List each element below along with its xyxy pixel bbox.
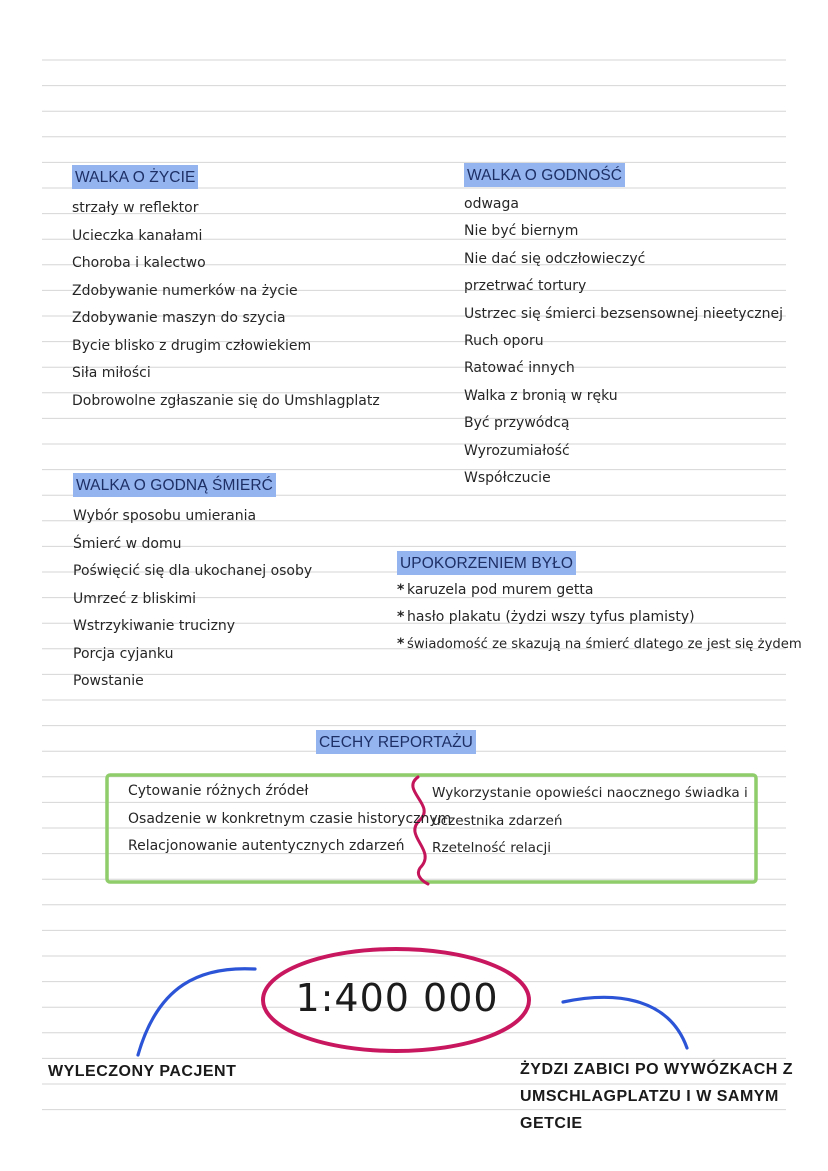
list-item: * świadomość ze skazują na śmierć dlatego ze jest się żydem (397, 631, 802, 659)
heading-upokorzeniem-bylo: UPOKORZENIEM BYŁO (397, 551, 576, 575)
list-item: przetrwać tortury (464, 278, 587, 295)
list-item: Relacjonowanie autentycznych zdarzeń (128, 838, 405, 854)
list-item: Umrzeć z bliskimi (73, 590, 197, 607)
list-item: strzały w reflektor (72, 200, 199, 216)
list-item: Być przywódcą (464, 415, 570, 432)
list-item: Choroba i kalectwo (72, 255, 206, 271)
list-item: * karuzela pod murem getta (397, 577, 802, 604)
list-item: Powstanie (73, 673, 144, 689)
list-item: Wykorzystanie opowieści naocznego świadka i (432, 785, 748, 801)
list-item: Walka z bronią w ręku (464, 387, 618, 404)
list-item: Poświęcić się dla ukochanej osoby (73, 563, 313, 579)
heading-walka-o-godna-smierc: WALKA O GODNĄ ŚMIERĆ (73, 473, 276, 497)
right-note-line: UMSCHLAGPLATZU I W SAMYM (520, 1088, 779, 1105)
ratio-value: 1:400 000 (295, 976, 499, 1020)
right-note-victims (520, 1056, 793, 1137)
list-item: Ustrzec się śmierci bezsensownej nieetycznej (464, 305, 784, 322)
list-item: Rzetelność relacji (432, 840, 552, 856)
list-item: * hasło plakatu (żydzi wszy tyfus plamisty) (397, 604, 802, 631)
list-item: Ratować innych (464, 360, 575, 377)
right-note-line: GETCIE (520, 1115, 583, 1132)
left-note-wyleczony-pacjent: WYLECZONY PACJENT (48, 1063, 237, 1080)
heading-walka-o-godnosc: WALKA O GODNOŚĆ (464, 163, 625, 187)
list-item: Nie być biernym (464, 223, 579, 240)
heading-cechy-reportazu: CECHY REPORTAŻU (316, 730, 476, 754)
list-item: Siła miłości (72, 365, 151, 381)
list-item: uczestnika zdarzeń (432, 812, 563, 829)
list-item: Dobrowolne zgłaszanie się do Umshlagplatz (72, 392, 380, 409)
list-item: Osadzenie w konkretnym czasie historycznym (128, 810, 452, 827)
list-item: Śmierć w domu (73, 535, 182, 552)
right-note-line: ŻYDZI ZABICI PO WYWÓZKACH Z (520, 1061, 794, 1078)
bullet-star: * (397, 635, 405, 652)
list-item: Zdobywanie maszyn do szycia (72, 310, 286, 326)
list-item: Ruch oporu (464, 333, 544, 350)
list-item: Zdobywanie numerków na życie (72, 282, 298, 299)
left-arrow-curve (138, 969, 255, 1055)
list-item: Ucieczka kanałami (72, 227, 203, 244)
list-item: Wstrzykiwanie trucizny (73, 618, 236, 634)
list-item: Bycie blisko z drugim człowiekiem (72, 337, 312, 354)
list-item: Porcja cyjanku (73, 645, 174, 662)
heading-walka-o-zycie: WALKA O ŻYCIE (72, 165, 198, 189)
right-arrow-curve (563, 997, 687, 1048)
list-item: Wybór sposobu umierania (73, 508, 257, 524)
list-item: Cytowanie różnych źródeł (128, 783, 309, 799)
list-item: Nie dać się odczłowieczyć (464, 250, 646, 267)
list-item: Wyrozumiałość (464, 442, 570, 459)
bullet-star: * (397, 582, 405, 598)
list-item: Współczucie (464, 470, 551, 487)
bullet-star: * (397, 608, 405, 625)
list-item: odwaga (464, 196, 519, 212)
